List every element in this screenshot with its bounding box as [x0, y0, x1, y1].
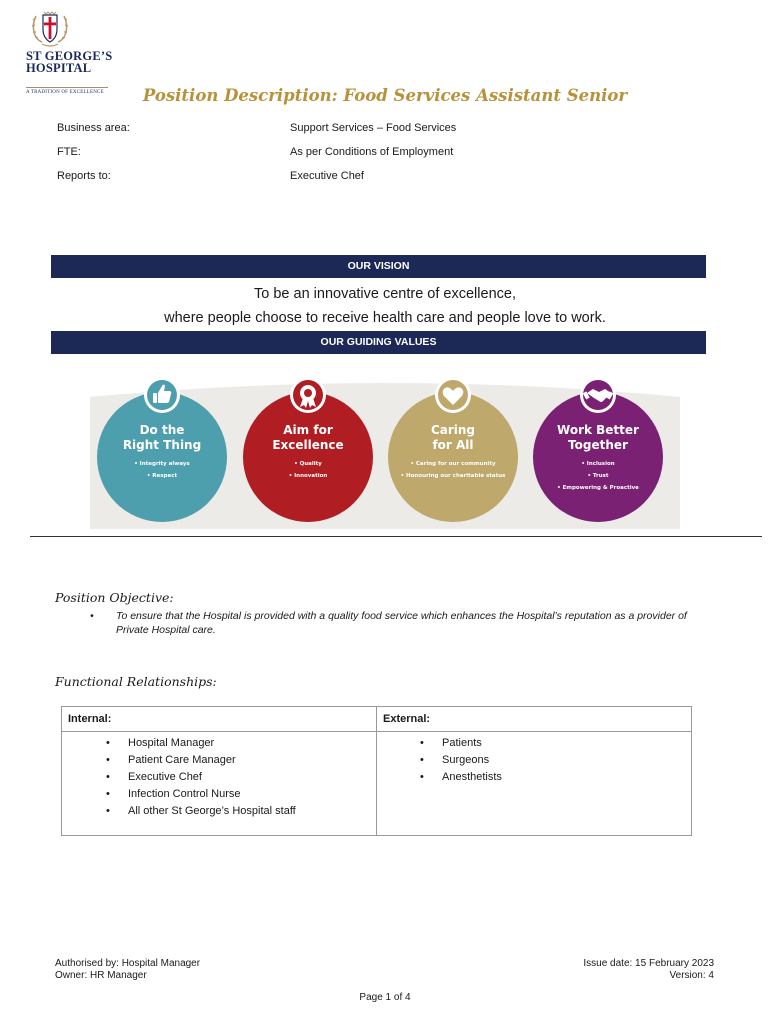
- value-title-line2: for All: [432, 438, 474, 452]
- logo-wordmark: [26, 50, 112, 74]
- list-item: • All other St George’s Hospital staff: [106, 803, 296, 820]
- vision-heading-band: OUR VISION: [51, 255, 706, 278]
- relationships-table: [61, 706, 692, 836]
- document-title: Position Description: Food Services Assistant Senior: [142, 86, 628, 105]
- meta-value: Support Services – Food Services: [290, 122, 457, 134]
- meta-value: Executive Chef: [290, 170, 364, 182]
- list-item: • Patient Care Manager: [106, 752, 296, 769]
- list-item: • Anesthetists: [420, 769, 502, 786]
- list-item: • Surgeons: [420, 752, 502, 769]
- value-point: • Empowering & Proactive: [557, 485, 639, 491]
- value-point: • Caring for our community: [410, 461, 496, 467]
- position-objective-text: To ensure that the Hospital is provided with a quality food service which enhances the Hospital’s reputation as a provider of Private Hospital care.: [116, 610, 687, 636]
- meta-key: Business area:: [57, 122, 130, 134]
- logo-name-line1: ST GEORGE’S: [26, 49, 113, 63]
- hospital-logo: [26, 10, 116, 95]
- value-point: • Trust: [587, 473, 609, 479]
- footer-owner: Owner: HR Manager: [55, 970, 147, 981]
- value-title-line2: Right Thing: [122, 438, 202, 452]
- footer-right: [583, 958, 714, 982]
- footer-version: Version: 4: [669, 970, 714, 981]
- vision-line-2: where people choose to receive health care and people love to work.: [164, 310, 606, 326]
- external-header: External:: [383, 713, 431, 725]
- position-objective-heading: Position Objective:: [55, 590, 174, 605]
- external-list: [420, 735, 502, 786]
- value-title-line1: Aim for: [283, 423, 333, 437]
- value-title-line2: Together: [568, 438, 628, 452]
- table-header-divider: [62, 731, 691, 732]
- meta-value: As per Conditions of Employment: [290, 146, 454, 158]
- value-point: • Innovation: [288, 473, 328, 479]
- internal-header: Internal:: [68, 713, 112, 725]
- value-title-line1: Caring: [430, 423, 476, 437]
- page-number: Page 1 of 4: [359, 992, 411, 1003]
- meta-key: FTE:: [57, 146, 81, 158]
- value-point: • Quality: [294, 461, 322, 467]
- hospital-crest-icon: [28, 10, 72, 50]
- meta-key: Reports to:: [57, 170, 111, 182]
- values-heading-band: OUR GUIDING VALUES: [51, 331, 706, 354]
- section-divider: [30, 536, 762, 537]
- value-point: • Respect: [146, 473, 178, 479]
- value-title-line1: Do the: [139, 423, 185, 437]
- table-column-divider: [376, 707, 377, 835]
- footer-left: [55, 958, 200, 982]
- position-objective-item: [90, 609, 700, 637]
- logo-name-line2: HOSPITAL: [26, 61, 92, 75]
- bullet-icon: •: [90, 610, 94, 622]
- value-point: • Honouring our charitable status: [400, 473, 506, 479]
- value-title-line1: Work Better: [557, 423, 639, 437]
- logo-tagline: A TRADITION OF EXCELLENCE: [26, 90, 104, 95]
- internal-list: [106, 735, 296, 820]
- list-item: • Infection Control Nurse: [106, 786, 296, 803]
- value-point: • Integrity always: [134, 461, 190, 467]
- value-point: • Inclusion: [581, 461, 615, 467]
- value-title-line2: Excellence: [272, 438, 344, 452]
- functional-relationships-heading: Functional Relationships:: [55, 674, 217, 689]
- footer-authorised: Authorised by: Hospital Manager: [55, 958, 201, 969]
- list-item: • Patients: [420, 735, 502, 752]
- guiding-values-graphic: [90, 371, 680, 529]
- list-item: • Hospital Manager: [106, 735, 296, 752]
- footer-issue-date: Issue date: 15 February 2023: [583, 958, 714, 969]
- vision-line-1: To be an innovative centre of excellence,: [254, 286, 516, 302]
- list-item: • Executive Chef: [106, 769, 296, 786]
